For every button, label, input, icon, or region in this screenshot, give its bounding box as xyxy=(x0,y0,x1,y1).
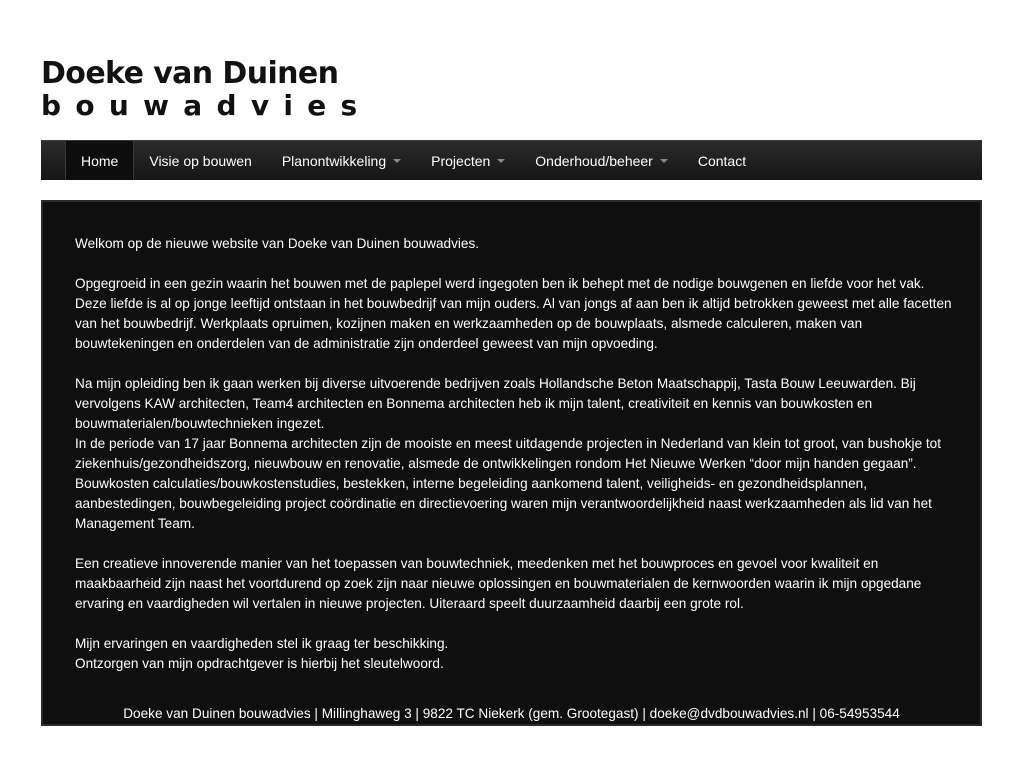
nav-item-visie-op-bouwen[interactable] xyxy=(134,141,266,180)
logo-name: Doeke van Duinen xyxy=(41,56,339,91)
nav-item-label: Planontwikkeling xyxy=(281,152,387,169)
closing-text-2: Ontzorgen van mijn opdrachtgever is hierbij het sleutelwoord. xyxy=(75,656,444,671)
career-paragraph xyxy=(75,374,955,534)
site-logo[interactable] xyxy=(41,57,372,121)
nav-item-label: Visie op bouwen xyxy=(149,152,252,169)
nav-item-planontwikkeling[interactable] xyxy=(267,141,416,180)
nav-item-projecten[interactable] xyxy=(416,141,520,180)
nav-item-label: Projecten xyxy=(431,152,491,169)
vision-paragraph: Een creatieve innoverende manier van het toepassen van bouwtechniek, meedenken met het bouwproces en gevoel voor kwaliteit en maakbaarheid zijn naast het voortdurend op zoek zijn naar nieuwe oplossingen en bouwmaterialen de kernwoorden waarin ik mijn opgedane ervaring en vaardigheden wil vertalen in nieuwe projecten. Uiteraard speelt duurzaamheid daarbij een grote rol. xyxy=(75,556,922,611)
chevron-down-icon xyxy=(497,159,505,163)
chevron-down-icon xyxy=(660,159,668,163)
article-body xyxy=(75,234,955,694)
contact-footer: Doeke van Duinen bouwadvies | Millinghaweg 3 | 9822 TC Niekerk (gem. Grootegast) | doeke@dvdbouwadvies.nl | 06-54953544 xyxy=(123,706,900,721)
main-navbar xyxy=(41,140,982,180)
nav-item-label: Home xyxy=(81,152,119,169)
nav-item-contact[interactable] xyxy=(683,141,761,180)
career-text-2: In de periode van 17 jaar Bonnema architecten zijn de mooiste en meest uitdagende projecten in Nederland van klein tot groot, van bushokje tot ziekenhuis/gezondheidszorg, nieuwbouw en renovatie, alsmede de ontwikkelingen rondom Het Nieuwe Werken “door mijn handen gegaan”. Bouwkosten calculaties/bouwkostenstudies, bestekken, interne begeleiding aankomend talent, veiligheids- en gezondheidsplannen, aanbestedingen, bouwbegeleiding project coördinatie en directievoering waren mijn verantwoordelijkheid naast werkzaamheden als lid van het Management Team. xyxy=(75,436,942,531)
nav-item-onderhoud-beheer[interactable] xyxy=(520,141,683,180)
nav-menu xyxy=(65,141,761,181)
career-text-1: Na mijn opleiding ben ik gaan werken bij diverse uitvoerende bedrijven zoals Hollandsche Beton Maatschappij, Tasta Bouw Leeuwarden. Bij vervolgens KAW architecten, Team4 architecten en Bonnema architecten heb ik mijn talent, creativiteit en kennis van bouwkosten en bouwmaterialen/bouwtechnieken ingezet. xyxy=(75,376,916,431)
main-content xyxy=(41,200,982,726)
logo-tagline: bouwadvies xyxy=(41,89,372,122)
welcome-text: Welkom op de nieuwe website van Doeke van Duinen bouwadvies. xyxy=(75,236,480,251)
chevron-down-icon xyxy=(393,159,401,163)
closing-text-1: Mijn ervaringen en vaardigheden stel ik graag ter beschikking. xyxy=(75,636,449,651)
nav-item-home[interactable] xyxy=(65,141,134,180)
nav-item-label: Contact xyxy=(697,152,747,169)
closing-paragraph xyxy=(75,634,955,674)
nav-item-label: Onderhoud/beheer xyxy=(535,152,653,169)
intro-paragraph: Opgegroeid in een gezin waarin het bouwen met de paplepel werd ingegoten ben ik behept met de nodige bouwgenen en liefde voor het vak. Deze liefde is al op jonge leeftijd ontstaan in het bouwbedrijf van mijn ouders. Al van jongs af aan ben ik altijd betrokken geweest met alle facetten van het bouwbedrijf. Werkplaats opruimen, kozijnen maken en werkzaamheden op de bouwplaats, alsmede calculeren, maken van bouwtekeningen en onderdelen van de administratie zijn onderdeel geweest van mijn opvoeding. xyxy=(75,276,952,351)
